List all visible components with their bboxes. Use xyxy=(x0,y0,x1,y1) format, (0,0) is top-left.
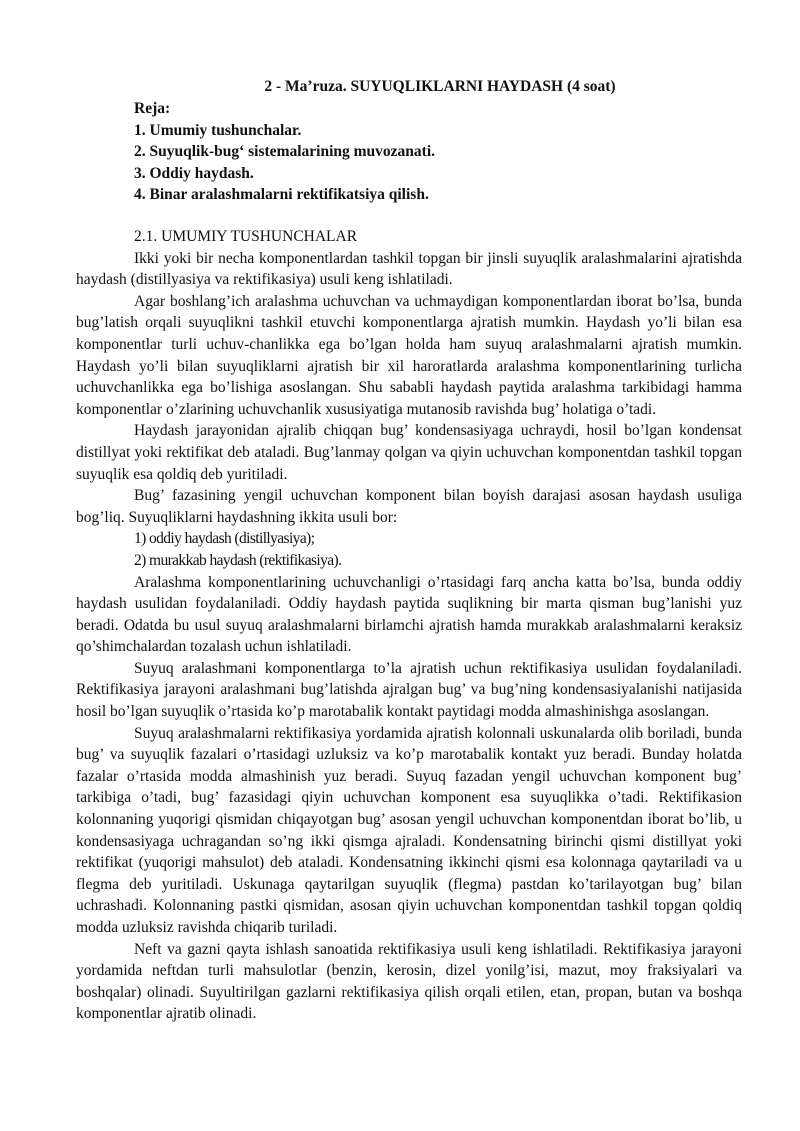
plan-item: 2. Suyuqlik-bug‘ sistemalarining muvozanati. xyxy=(134,143,436,161)
paragraph: Neft va gazni qayta ishlash sanoatida rektifikasiya usuli keng ishlatiladi. Rektifikasiya jarayoni yordamida neftdan turli mahsulotlar (benzin, kerosin, dizel yonilg’isi, mazut, moy fraksiyalari va boshqalar) olinadi. Suyultirilgan gazlarni rektifikasiya qilish orqali etilen, etan, propan, butan va boshqa komponentlar ajratib olinadi. xyxy=(76,940,742,1023)
paragraph: Aralashma komponentlarining uchuvchanligi o’rtasidagi farq ancha katta bo’lsa, bunda oddiy haydash usulidan foydalaniladi. Oddiy haydash paytida suqlikning bir marta qisman bug’lanishi yuz beradi. Odatda bu usul suyuq aralashmalarni birlamchi ajratish hamda murakkab aralashmalarni keraksiz qo’shimchalardan tozalash uchun ishlatiladi. xyxy=(76,573,742,656)
plan-item: 4. Binar aralashmalarni rektifikatsiya qilish. xyxy=(134,186,429,204)
section-heading: 2.1. UMUMIY TUSHUNCHALAR xyxy=(134,228,358,245)
plan-item: 3. Oddiy haydash. xyxy=(134,164,254,182)
plan-heading: Reja: xyxy=(134,100,171,117)
paragraph: Ikki yoki bir necha komponentlardan tashkil topgan bir jinsli suyuqlik aralashmalarini ajratishda haydash (distillyasiya va rektifikasiya) usuli keng ishlatiladi. xyxy=(76,249,742,289)
paragraph: Agar boshlang’ich aralashma uchuvchan va uchmaydigan komponentlardan iborat bo’lsa, bunda bug’latish orqali suyuqlikni tashkil etuvchi komponentlarga ajratish mumkin. Haydash yo’li bilan esa komponentlar turli uchuv-chanlikka ega bo’lgan holda ham suyuq aralashmalarni ajratish mumkin. Haydash yo’li bilan suyuqliklarni ajratish bir xil haroratlarda aralashma komponentlarining turlicha uchuvchanlikka ega bo’lishiga asoslangan. Shu sababli haydash paytida aralashma tarkibidagi hamma komponentlar o’zlarining uchuvchanlik xususiyatiga mutanosib ravishda bug’ holatiga o’tadi. xyxy=(76,292,742,418)
paragraph: Bug’ fazasining yengil uchuvchan komponent bilan boyish darajasi asosan haydash usuliga bog’liq. Suyuqliklarni haydashning ikkita usuli bor: xyxy=(76,487,742,526)
list-item: 2) murakkab haydash (rektifikasiya). xyxy=(134,551,342,569)
lecture-title: 2 - Ma’ruza. SUYUQLIKLARNI HAYDASH (4 soat) xyxy=(264,78,616,95)
paragraph: Suyuq aralashmalarni rektifikasiya yordamida ajratish kolonnali uskunalarda olib boriladi, bunda bug’ va suyuqlik fazalari o’rtasidagi uzluksiz va ko’p marotabalik kontakt yuz beradi. Bunday holatda fazalar o’rtasida modda almashinish yuz beradi. Suyuq fazadan yengil uchuvchan komponent bug’ tarkibiga o’tadi, bug’ fazasidagi qiyin uchuvchan komponent esa suyuqlikka o’tadi. Rektifikasion kolonnaning yuqorigi qismidan chiqayotgan bug’ asosan yengil uchuvchan komponentdan iborat bo’lib, u kondensasiyaga uchragandan so’ng ikki qismga ajraladi. Kondensatning birinchi qismi distillyat yoki rektifikat (yuqorigi mahsulot) deb ataladi. Kondensatning ikkinchi qismi esa kolonnaga qaytariladi va u flegma deb yuritiladi. Uskunaga qaytarilgan suyuqlik (flegma) pastdan ko’tarilayotgan bug’ bilan uchrashadi. Kolonnaning pastki qismidan, asosan qiyin uchuvchan komponentdan tashkil topgan qoldiq modda uzluksiz ravishda chiqarib turiladi. xyxy=(76,724,742,936)
lecture-plan xyxy=(134,98,435,206)
paragraph: Suyuq aralashmani komponentlarga to’la ajratish uchun rektifikasiya usulidan foydalaniladi. Rektifikasiya jarayoni aralashmani bug’latishda ajralgan bug’ va bug’ning kondensasiyalanishi natijasida hosil bo’lgan suyuqlik o’rtasida ko’p marotabalik kontakt paytidagi modda almashinishga asoslangan. xyxy=(76,659,742,721)
list-item: 1) oddiy haydash (distillyasiya); xyxy=(134,530,315,548)
plan-item: 1. Umumiy tushunchalar. xyxy=(134,121,302,139)
paragraph: Haydash jarayonidan ajralib chiqqan bug’ kondensasiyaga uchraydi, hosil bo’lgan kondensat distillyat yoki rektifikat deb ataladi. Bug’lanmay qolgan va qiyin uchuvchan komponentdan tashkil topgan suyuqlik esa qoldiq deb yuritiladi. xyxy=(76,422,742,483)
section-body xyxy=(76,226,742,1025)
